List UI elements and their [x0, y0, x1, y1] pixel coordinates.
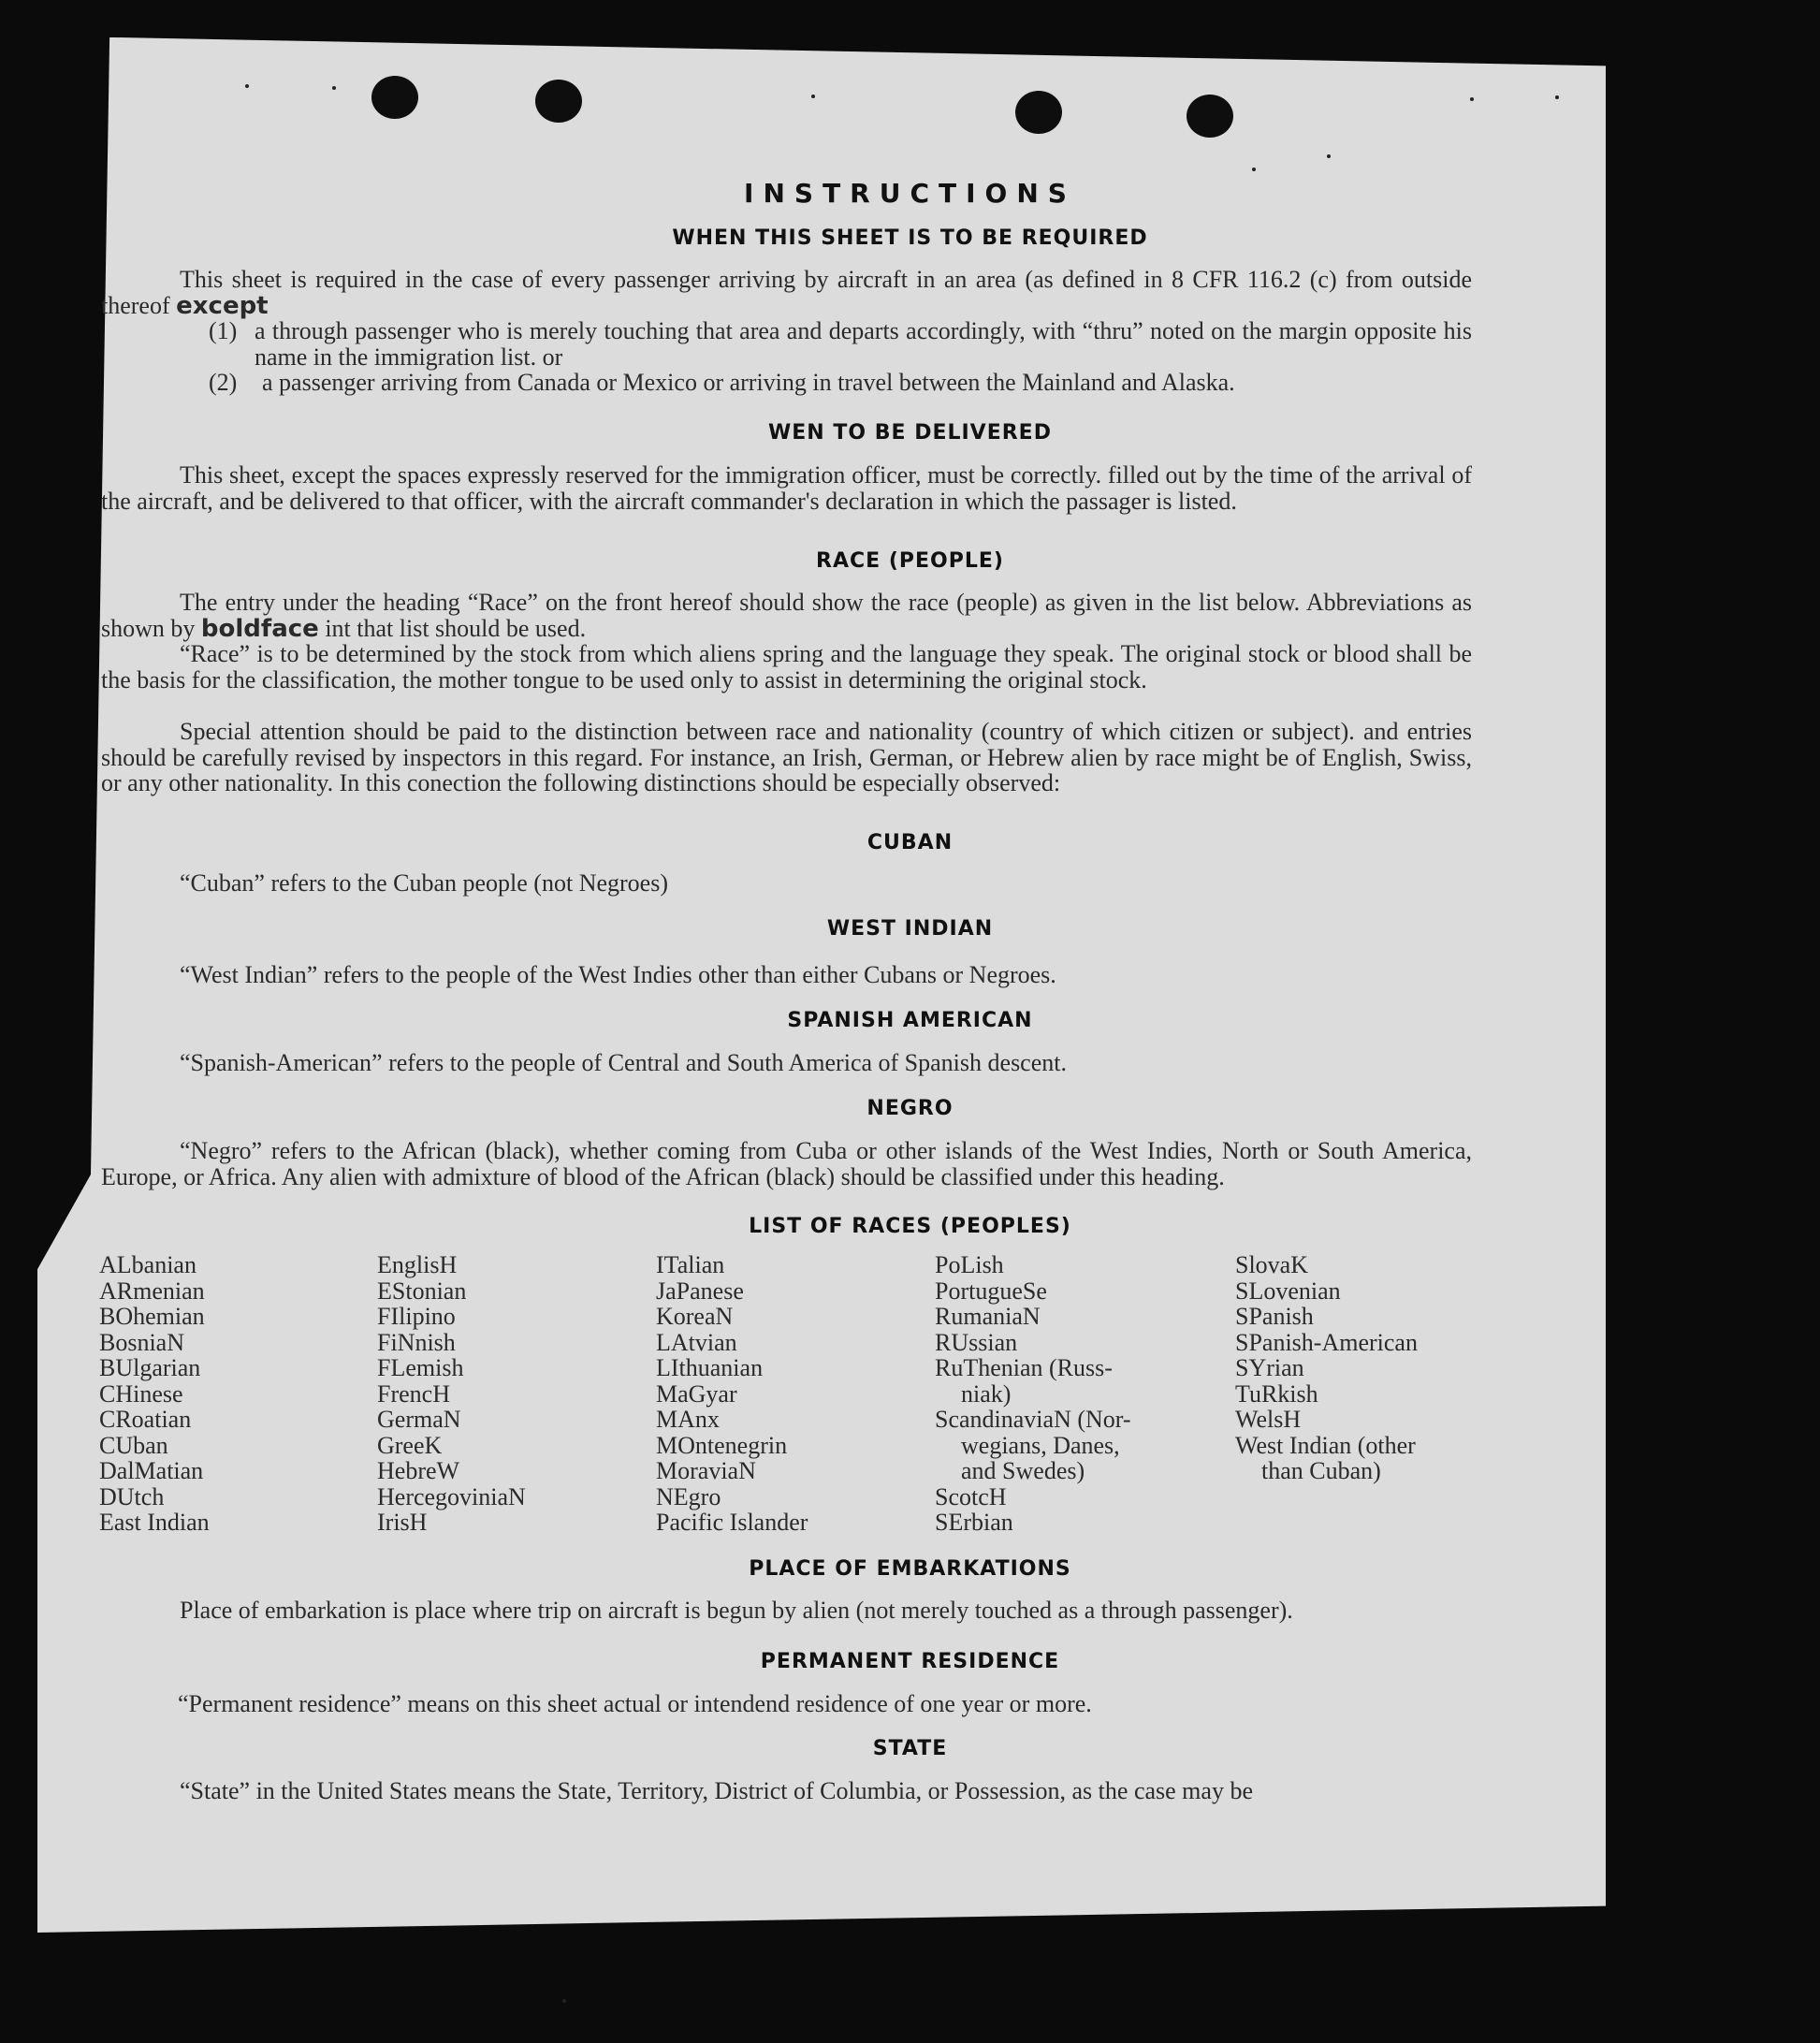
- dust-speck: [332, 86, 336, 90]
- section-heading-negro: NEGRO: [866, 1097, 954, 1120]
- race-item: IrisH: [377, 1509, 428, 1536]
- dust-speck: [1555, 95, 1559, 99]
- section-heading-embarkation: PLACE OF EMBARKATIONS: [749, 1557, 1071, 1581]
- race-item: FrencH: [377, 1379, 450, 1408]
- state-paragraph: “State” in the United States means the State, Territory, District of Columbia, or Possession, as the case may be: [180, 1777, 1253, 1804]
- race-item-continued: niak): [961, 1379, 1012, 1408]
- race-item: EStonian: [377, 1277, 467, 1305]
- section-heading-cuban: CUBAN: [866, 831, 954, 854]
- race-item: SYrian: [1235, 1354, 1304, 1381]
- race-item: West Indian (other: [1235, 1431, 1416, 1459]
- punch-hole: [535, 80, 582, 123]
- race-item: FLemish: [377, 1354, 464, 1381]
- race-item: MAnx: [656, 1406, 720, 1433]
- embarkation-paragraph: Place of embarkation is place where trip on aircraft is begun by alien (not merely touched as a through passenger).: [180, 1597, 1293, 1624]
- section-heading-required: WHEN THIS SHEET IS TO BE REQUIRED: [672, 226, 1148, 250]
- item-number: (1): [209, 317, 238, 344]
- race-item: NEgro: [656, 1482, 721, 1510]
- race-item: DUtch: [99, 1482, 165, 1510]
- cuban-text: “Cuban” refers to the Cuban people (not Negroes): [180, 869, 668, 897]
- race-item: MaGyar: [656, 1379, 737, 1408]
- section-heading-spanish-american: SPANISH AMERICAN: [787, 1009, 1033, 1032]
- required-intro: This sheet is required in the case of every passenger arriving by aircraft in an area (as defined in 8 CFR 116.2 (c) from outside thereof except: [101, 266, 1472, 320]
- race-item: LAtvian: [656, 1328, 737, 1356]
- race-paragraph-1: The entry under the heading “Race” on the front hereof should show the race (people) as given in the list below. Abbreviations as shown by boldface int that list should be used.: [101, 589, 1472, 643]
- race-item: PortugueSe: [935, 1277, 1047, 1305]
- punch-hole: [1187, 95, 1233, 138]
- section-heading-residence: PERMANENT RESIDENCE: [760, 1650, 1060, 1673]
- race-item: GreeK: [377, 1431, 443, 1459]
- race-item: Pacific Islander: [656, 1509, 808, 1536]
- race-item: ITalian: [656, 1251, 725, 1278]
- exception-item-2: a passenger arriving from Canada or Mexico or arriving in travel between the Mainland and Alaska.: [262, 369, 1235, 396]
- race-item: SLovenian: [1235, 1277, 1341, 1305]
- race-item: RUssian: [935, 1328, 1018, 1356]
- races-column-5: [1235, 1252, 1418, 1484]
- race-item: CRoatian: [99, 1406, 192, 1433]
- spanish-american-text: “Spanish-American” refers to the people of Central and South America of Spanish descent.: [180, 1049, 1067, 1076]
- page-title: INSTRUCTIONS: [744, 178, 1076, 209]
- race-item: PoLish: [935, 1251, 1004, 1278]
- exception-item-1: a through passenger who is merely touching that area and departs accordingly, with “thru” noted on the margin opposite his name in the immigration list. or: [255, 317, 1472, 371]
- race-item: SErbian: [935, 1509, 1013, 1536]
- race-item: CHinese: [99, 1379, 183, 1408]
- race-paragraph-3: Special attention should be paid to the distinction between race and nationality (country of which citizen or subject). and entries should be carefully revised by inspectors in this regard. For instance, an Irish, German, or Hebrew alien by race might be of English, Swiss, or any other nationality. In this conection the following distinctions should be especially observed:: [101, 718, 1472, 796]
- race-item: SPanish: [1235, 1303, 1314, 1330]
- race-item: HebreW: [377, 1457, 460, 1484]
- race-item: EnglisH: [377, 1251, 458, 1278]
- except-keyword: except: [176, 291, 269, 320]
- race-item: TuRkish: [1235, 1379, 1318, 1408]
- race-item: BOhemian: [99, 1303, 205, 1330]
- section-heading-race: RACE (PEOPLE): [816, 549, 1004, 573]
- race-item: LIthuanian: [656, 1354, 764, 1381]
- delivered-paragraph: This sheet, except the spaces expressly reserved for the immigration officer, must be correctly. filled out by the time of the arrival of the aircraft, and be delivered to that officer, with the aircraft commander's declaration in which the passager is listed.: [101, 461, 1472, 515]
- punch-hole: [1015, 91, 1062, 134]
- dust-speck: [562, 1999, 566, 2003]
- race-item: JaPanese: [656, 1277, 744, 1305]
- dust-speck: [1470, 97, 1474, 101]
- dust-speck: [245, 84, 249, 88]
- race-item: HercegoviniaN: [377, 1482, 526, 1510]
- race-item-continued: than Cuban): [1261, 1457, 1381, 1484]
- race-item: SPanish-American: [1235, 1328, 1418, 1356]
- race-item: KoreaN: [656, 1303, 734, 1330]
- race-item: RuThenian (Russ-: [935, 1354, 1113, 1381]
- race-item: FiNnish: [377, 1328, 456, 1356]
- races-column-4: [935, 1252, 1131, 1536]
- race-item: ALbanian: [99, 1251, 197, 1278]
- west-indian-text: “West Indian” refers to the people of the West Indies other than either Cubans or Negroes.: [180, 961, 1056, 988]
- race-item: WelsH: [1235, 1406, 1302, 1433]
- races-column-3: [656, 1252, 808, 1536]
- race-item: RumaniaN: [935, 1303, 1041, 1330]
- race-item: East Indian: [99, 1509, 210, 1536]
- residence-text: “Permanent residence” means on this sheet actual or intendend residence of one year or more.: [178, 1690, 1092, 1717]
- section-heading-list-of-races: LIST OF RACES (PEOPLES): [749, 1215, 1071, 1238]
- race-item: BUlgarian: [99, 1354, 201, 1381]
- race-item-continued: and Swedes): [961, 1457, 1085, 1484]
- race-item: DalMatian: [99, 1457, 204, 1484]
- punch-hole: [371, 76, 418, 119]
- race-item: ARmenian: [99, 1277, 205, 1305]
- race-item: GermaN: [377, 1406, 461, 1433]
- race-item-continued: wegians, Danes,: [961, 1431, 1120, 1459]
- section-heading-state: STATE: [872, 1737, 948, 1760]
- race-item: ScandinaviaN (Nor-: [935, 1406, 1131, 1433]
- negro-paragraph: “Negro” refers to the African (black), whether coming from Cuba or other islands of the West Indies, North or South America, Europe, or Africa. Any alien with admixture of blood of the African (black) should be classified under this heading.: [101, 1137, 1472, 1190]
- races-column-1: [99, 1252, 210, 1536]
- races-column-2: [377, 1252, 526, 1536]
- dust-speck: [1327, 154, 1331, 158]
- boldface-keyword: boldface: [200, 614, 319, 643]
- race-item: ScotcH: [935, 1482, 1007, 1510]
- section-heading-west-indian: WEST INDIAN: [826, 917, 994, 941]
- race-item: MoraviaN: [656, 1457, 756, 1484]
- race-item: CUban: [99, 1431, 168, 1459]
- dust-speck: [811, 95, 815, 98]
- race-item: FIlipino: [377, 1303, 456, 1330]
- section-heading-delivered: WEN TO BE DELIVERED: [768, 421, 1052, 445]
- item-number: (2): [209, 369, 238, 396]
- race-item: BosniaN: [99, 1328, 184, 1356]
- race-paragraph-2: “Race” is to be determined by the stock from which aliens spring and the language they speak. The original stock or blood shall be the basis for the classification, the mother tongue to be used only to assist in determining the original stock.: [101, 640, 1472, 693]
- race-item: SlovaK: [1235, 1251, 1308, 1278]
- race-item: MOntenegrin: [656, 1431, 788, 1459]
- dust-speck: [1252, 168, 1256, 171]
